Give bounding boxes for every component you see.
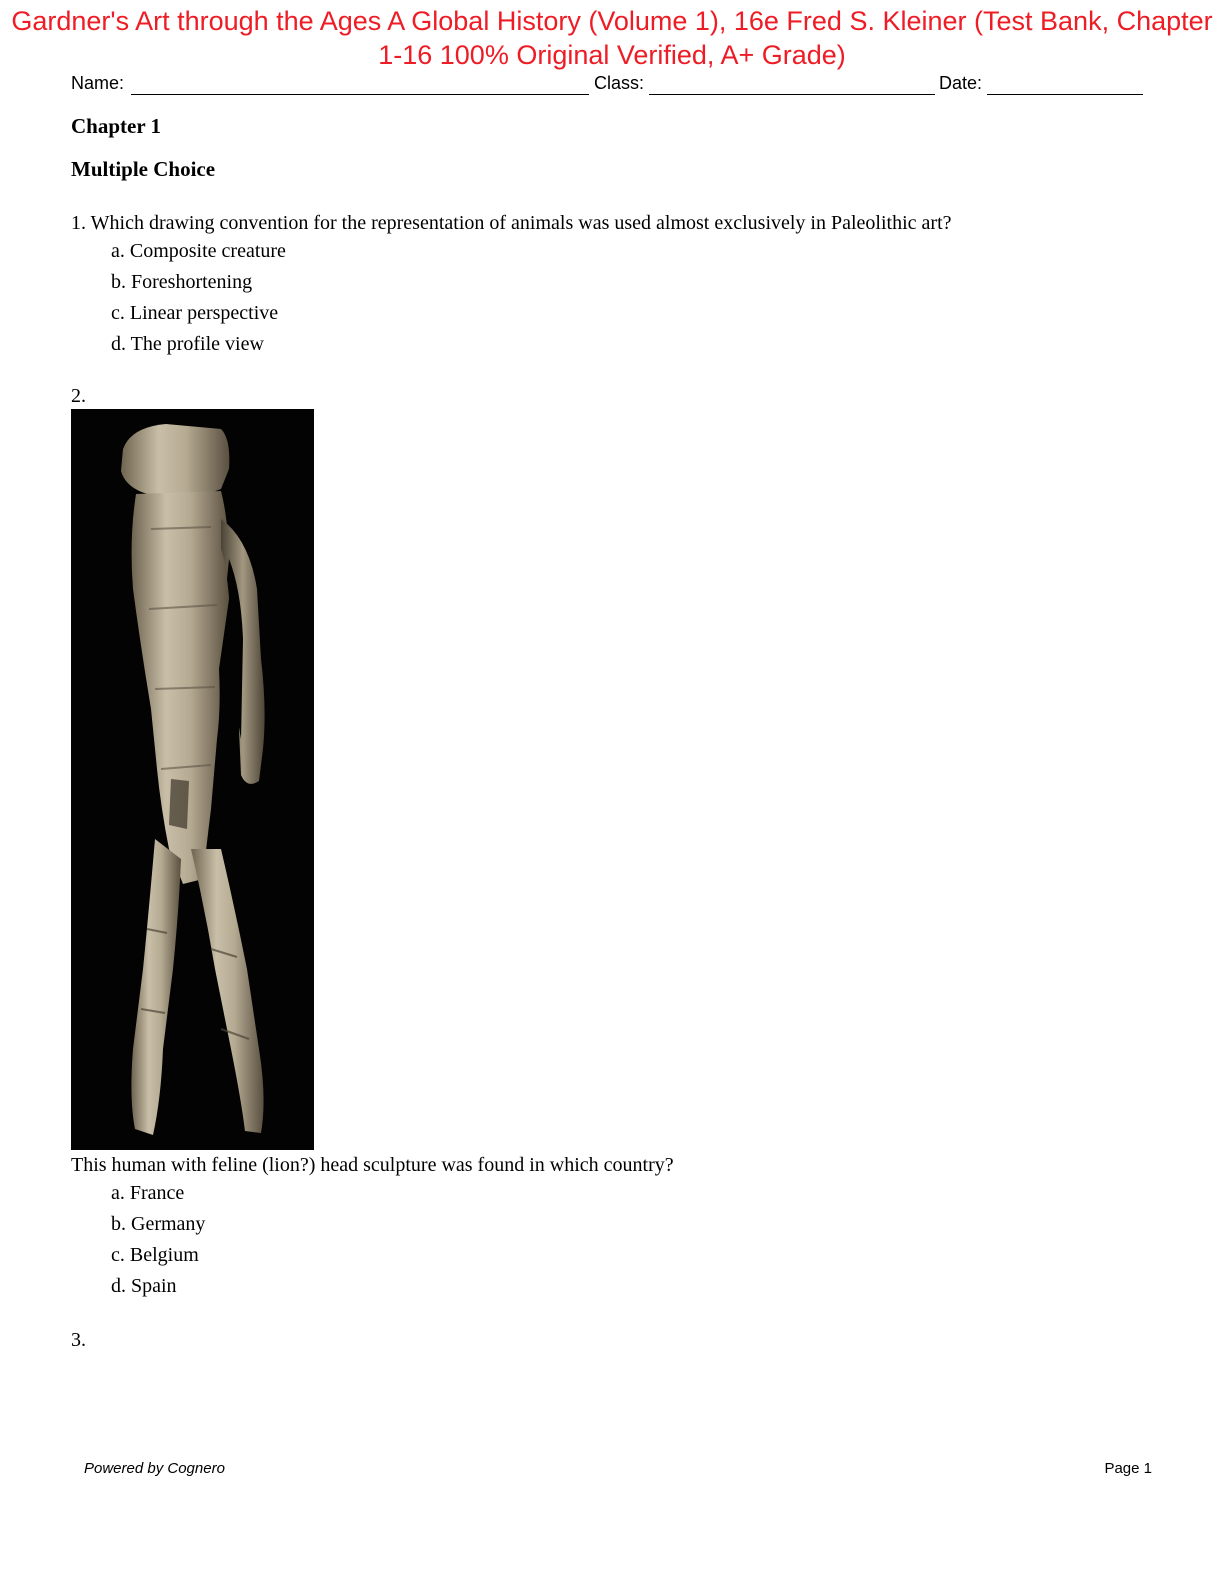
lion-man-sculpture-image (71, 409, 314, 1150)
student-info-header (71, 72, 1143, 96)
question-2-number: 2. (71, 385, 86, 407)
answer-option[interactable]: b. Foreshortening (111, 271, 253, 293)
sculpture-illustration (71, 409, 314, 1150)
answer-option[interactable]: a. France (111, 1182, 185, 1204)
answer-option[interactable]: a. Composite creature (111, 240, 286, 262)
answer-option[interactable]: d. The profile view (111, 333, 264, 355)
question-3-number: 3. (71, 1329, 86, 1351)
question-2-text: This human with feline (lion?) head sculpture was found in which country? (71, 1154, 674, 1176)
chapter-heading: Chapter 1 (71, 114, 162, 138)
question-1-options (111, 239, 286, 363)
answer-option[interactable]: c. Belgium (111, 1244, 199, 1266)
date-label: Date: (939, 73, 983, 93)
name-field[interactable] (131, 94, 589, 95)
class-field[interactable] (649, 94, 935, 95)
footer-powered-by: Powered by Cognero (84, 1460, 225, 1477)
question-2-options (111, 1181, 205, 1305)
answer-option[interactable]: b. Germany (111, 1213, 206, 1235)
question-1 (71, 211, 952, 235)
question-number: 1. (71, 212, 86, 234)
answer-option[interactable]: d. Spain (111, 1275, 177, 1297)
answer-option[interactable]: c. Linear perspective (111, 302, 279, 324)
section-heading: Multiple Choice (71, 157, 216, 181)
footer-page-number: Page 1 (1104, 1460, 1152, 1477)
date-field[interactable] (987, 94, 1143, 95)
question-text: Which drawing convention for the representation of animals was used almost exclusively in Paleolithic art? (90, 212, 952, 234)
name-label: Name: (71, 73, 125, 93)
class-label: Class: (594, 73, 645, 93)
document-title: Gardner's Art through the Ages A Global History (Volume 1), 16e Fred S. Kleiner (Test Bank, Chapter 1-16 100% Original Verified, A+ Grade) (11, 6, 1213, 70)
